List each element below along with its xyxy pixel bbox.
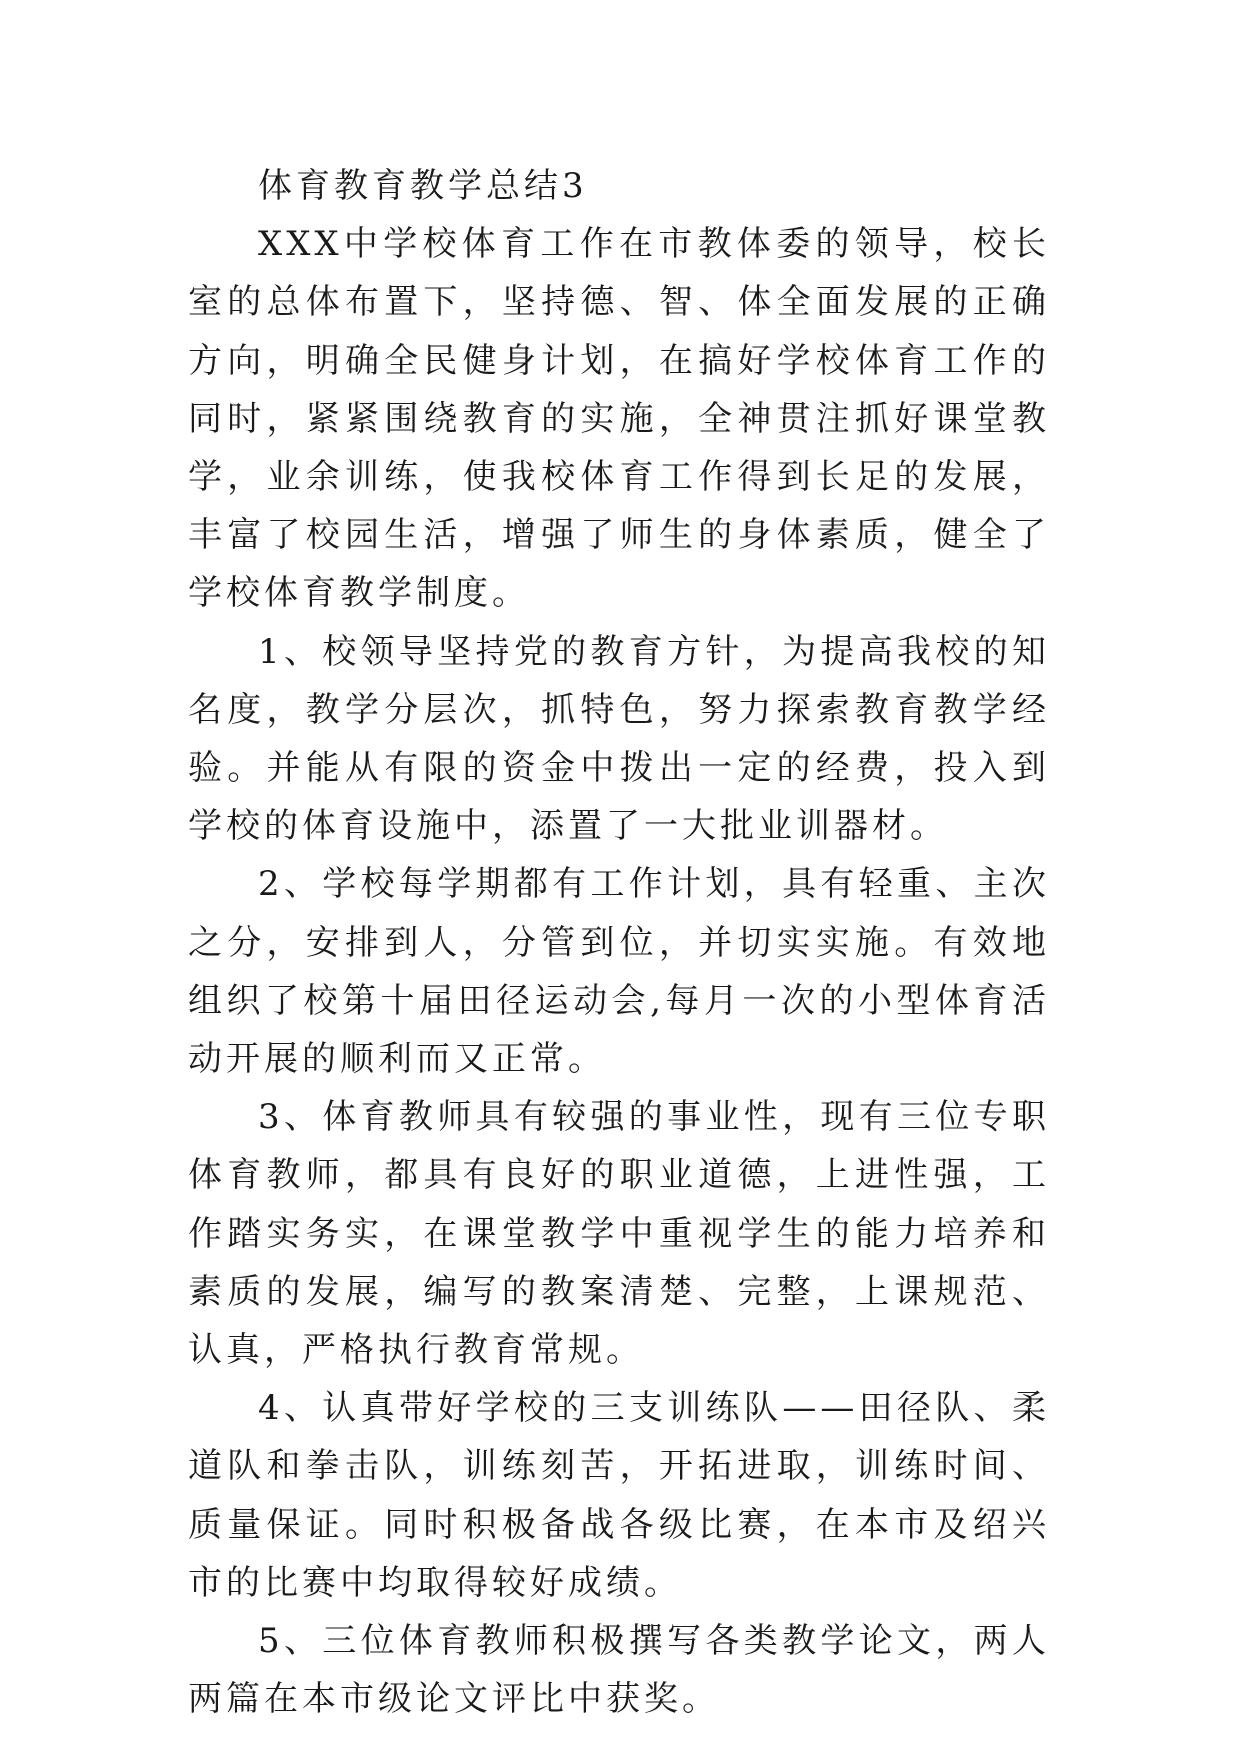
document-body [188, 157, 1050, 1728]
paragraph-item-3: 3、体育教师具有较强的事业性，现有三位专职体育教师，都具有良好的职业道德，上进性强，工作踏实务实，在课堂教学中重视学生的能力培养和素质的发展，编写的教案清楚、完整，上课规范、认真，严格执行教育常规。 [188, 1097, 1050, 1371]
document-title: 体育教育教学总结3 [258, 166, 588, 206]
paragraph-intro: XXX中学校体育工作在市教体委的领导，校长室的总体布置下，坚持德、智、体全面发展的正确方向，明确全民健身计划，在搞好学校体育工作的同时，紧紧围绕教育的实施，全神贯注抓好课堂教学，业余训练，使我校体育工作得到长足的发展，丰富了校园生活，增强了师生的身体素质，健全了学校体育教学制度。 [188, 224, 1050, 614]
paragraph-item-2: 2、学校每学期都有工作计划，具有轻重、主次之分，安排到人，分管到位，并切实实施。有效地组织了校第十届田径运动会,每月一次的小型体育活动开展的顺利而又正常。 [188, 864, 1050, 1080]
paragraph-item-1: 1、校领导坚持党的教育方针，为提高我校的知名度，教学分层次，抓特色，努力探索教育教学经验。并能从有限的资金中拨出一定的经费，投入到学校的体育设施中，添置了一大批业训器材。 [188, 631, 1050, 847]
paragraph-item-5: 5、三位体育教师积极撰写各类教学论文，两人两篇在本市级论文评比中获奖。 [188, 1621, 1050, 1720]
paragraph-item-4: 4、认真带好学校的三支训练队——田径队、柔道队和拳击队，训练刻苦，开拓进取，训练时间、质量保证。同时积极备战各级比赛，在本市及绍兴市的比赛中均取得较好成绩。 [188, 1388, 1050, 1603]
